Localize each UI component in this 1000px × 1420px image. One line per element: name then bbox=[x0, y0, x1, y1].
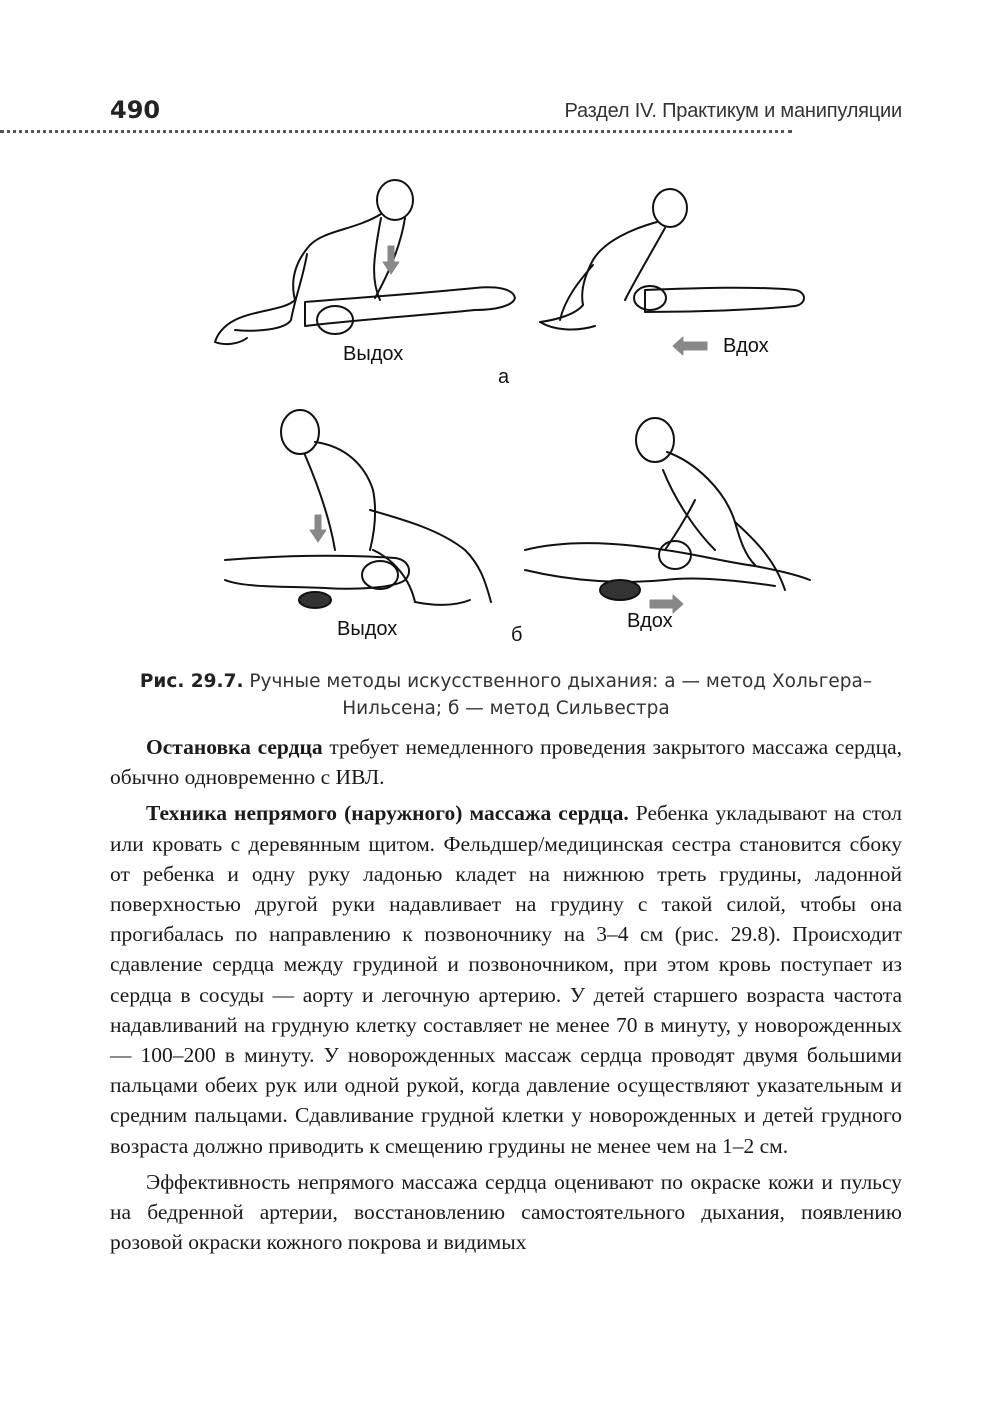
header-divider bbox=[0, 130, 792, 133]
panel-a-inhale-label: Вдох bbox=[723, 335, 769, 357]
figure-caption bbox=[110, 668, 902, 722]
panel-a-exhale-drawing bbox=[215, 180, 515, 344]
figure-29-7 bbox=[195, 170, 815, 650]
paragraph-lead: Остановка сердца bbox=[146, 735, 323, 759]
arrow-left-a bbox=[673, 337, 707, 355]
panel-a-letter: а bbox=[498, 366, 510, 388]
panel-b-inhale-drawing bbox=[525, 418, 810, 600]
figure-illustration bbox=[195, 170, 815, 650]
panel-b-exhale-drawing bbox=[225, 410, 491, 608]
caption-number: Рис. 29.7. bbox=[139, 671, 244, 692]
page-number: 490 bbox=[110, 96, 161, 124]
caption-text: Ручные методы искусственного дыхания: а — метод Хольгера–Нильсена; б — метод Сильвестра bbox=[249, 671, 873, 719]
panel-b-inhale-label: Вдох bbox=[627, 610, 673, 632]
paragraph-text: Ребенка укладывают на стол или кровать с деревянным щитом. Фельдшер/медицинская сестра становится сбоку от ребенка и одну руку ладонью кладет на нижнюю треть грудины, ладонной поверхностью другой руки надавливает на грудину с такой силой, чтобы она прогибалась по направлению к позвоночнику на 3–4 см (рис. 29.8). Происходит сдавление сердца между грудиной и позвоночником, при этом кровь поступает из сердца в сосуды — аорту и легочную артерию. У детей старшего возраста частота надавливаний на грудную клетку составляет не менее 70 в минуту, у новорожденных — 100–200 в минуту. У новорожденных массаж сердца проводят двумя большими пальцами обеих рук или одной рукой, когда давление осуществляют указательным и средним пальцами. Сдавливание грудной клетки у новорожденных и детей грудного возраста должно приводить к смещению грудины не менее чем на 1–2 см. bbox=[110, 801, 902, 1158]
panel-b-letter: б bbox=[511, 624, 523, 646]
arrow-down-b bbox=[310, 515, 326, 542]
body-text bbox=[110, 732, 902, 1263]
paragraph-text: требует немедленного проведения закрытого массажа сердца, обычно одновременно с ИВЛ. bbox=[110, 735, 903, 790]
paragraph bbox=[110, 732, 902, 792]
paragraph-lead: Техника непрямого (наружного) массажа сердца. bbox=[146, 801, 629, 826]
paragraph-text: Эффективность непрямого массажа сердца оценивают по окраске кожи и пульсу на бедренной артерии, восстановлению самостоятельного дыхания, появлению розовой окраски кожного покрова и видимых bbox=[110, 1169, 902, 1255]
running-head: Раздел IV. Практикум и манипуляции bbox=[564, 100, 902, 122]
panel-b-exhale-label: Выдох bbox=[337, 618, 398, 640]
page-header bbox=[110, 96, 902, 130]
paragraph bbox=[110, 1167, 902, 1258]
paragraph bbox=[110, 798, 902, 1160]
panel-a-exhale-label: Выдох bbox=[343, 343, 404, 365]
panel-a-inhale-drawing bbox=[540, 189, 804, 329]
